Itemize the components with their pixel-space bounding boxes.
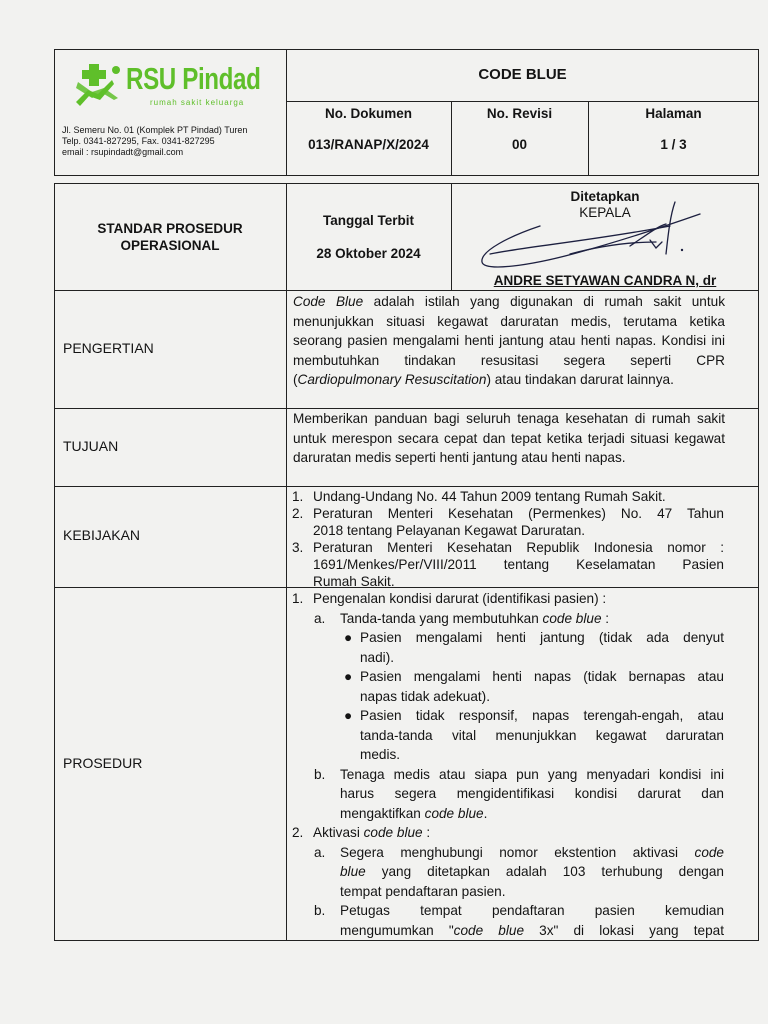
section-label-tujuan: TUJUAN bbox=[63, 438, 119, 454]
document-title: CODE BLUE bbox=[478, 66, 567, 83]
page-value: 1 / 3 bbox=[660, 137, 687, 152]
list-item: ● Pasien tidak responsif, napas terengah-engah, atau tanda-tanda vital menunjukkan kegawat daruratan medis. bbox=[344, 708, 724, 762]
section-label-kebijakan: KEBIJAKAN bbox=[63, 527, 141, 543]
address-line-1: Jl. Semeru No. 01 (Komplek PT Pindad) Turen bbox=[62, 125, 248, 135]
sop-title-line-2: OPERASIONAL bbox=[120, 238, 220, 253]
doc-number-value: 013/RANAP/X/2024 bbox=[308, 137, 429, 152]
section-label-pengertian: PENGERTIAN bbox=[63, 340, 154, 356]
tujuan-text: Memberikan panduan bagi seluruh tenaga kesehatan di rumah sakit untuk merespon secara cepat dan tepat ketika terjadi situasi kegawat daruratan medis seperti henti jantung atau henti napas. bbox=[293, 411, 725, 465]
issue-date: 28 Oktober 2024 bbox=[316, 246, 421, 261]
pengertian-text: Code Blue adalah istilah yang digunakan di rumah sakit untuk menunjukkan situasi kegawat daruratan medis, terutama ketika seorang pasien mengalami henti jantung atau henti napas. Kondisi ini membutuhkan tindakan resusitasi segera seperti CPR (Cardiopulmonary Resuscitation) atau tindakan darurat lainnya. bbox=[293, 294, 725, 387]
kebijakan-list bbox=[292, 488, 724, 590]
section-label-prosedur: PROSEDUR bbox=[63, 755, 143, 771]
list-item: a. Segera menghubungi nomor ekstention aktivasi code blue yang ditetapkan adalah 103 terhubung dengan tempat pendaftaran pasien. bbox=[314, 844, 724, 899]
approver-title: KEPALA bbox=[579, 205, 631, 220]
list-item: 2. Peraturan Menteri Kesehatan (Permenkes) No. 47 Tahun 2018 tentang Pelayanan Kegawat Daruratan. bbox=[292, 506, 724, 538]
list-item: b. Petugas tempat pendaftaran pasien kemudian mengumumkan "code blue 3x" di lokasi yang tepat bbox=[314, 903, 724, 938]
signature bbox=[470, 196, 710, 276]
logo-tagline: rumah sakit keluarga bbox=[150, 98, 245, 107]
address-line-3: email : rsupindadt@gmail.com bbox=[62, 147, 184, 157]
pengertian-term: Code Blue bbox=[293, 294, 364, 309]
doc-number-label: No. Dokumen bbox=[324, 106, 412, 121]
revision-value: 00 bbox=[511, 137, 528, 152]
approved-label: Ditetapkan bbox=[570, 189, 640, 204]
list-item: 3. Peraturan Menteri Kesehatan Republik Indonesia nomor : 1691/Menkes/Per/VIII/2011 tentang Keselamatan Pasien Rumah Sakit. bbox=[292, 540, 724, 589]
list-item: a. Tanda-tanda yang membutuhkan code blue : bbox=[314, 610, 610, 626]
list-item: b. Tenaga medis atau siapa pun yang menyadari kondisi ini harus segera mengidentifikasi kondisi darurat dan mengaktifkan code blue. bbox=[314, 766, 724, 821]
revision-label: No. Revisi bbox=[486, 106, 553, 121]
issue-date-label: Tanggal Terbit bbox=[323, 213, 414, 228]
page-label: Halaman bbox=[645, 106, 702, 121]
approver-name: ANDRE SETYAWAN CANDRA N, dr bbox=[493, 273, 717, 288]
list-item: ● Pasien mengalami henti jantung (tidak ada denyut nadi). bbox=[344, 630, 724, 665]
address-line-2: Telp. 0341-827295, Fax. 0341-827295 bbox=[62, 136, 215, 146]
list-item: ● Pasien mengalami henti napas (tidak bernapas atau napas tidak adekuat). bbox=[344, 669, 724, 704]
list-item: 1. Pengenalan kondisi darurat (identifikasi pasien) : bbox=[292, 591, 607, 606]
list-item: 2. Aktivasi code blue : bbox=[292, 825, 431, 840]
list-item: 1. Undang-Undang No. 44 Tahun 2009 tentang Rumah Sakit. bbox=[292, 489, 666, 504]
prosedur-list bbox=[292, 589, 724, 940]
logo-text: RSU Pindad bbox=[126, 61, 261, 96]
hospital-logo bbox=[74, 62, 124, 108]
sop-title-line-1: STANDAR PROSEDUR bbox=[97, 221, 243, 236]
